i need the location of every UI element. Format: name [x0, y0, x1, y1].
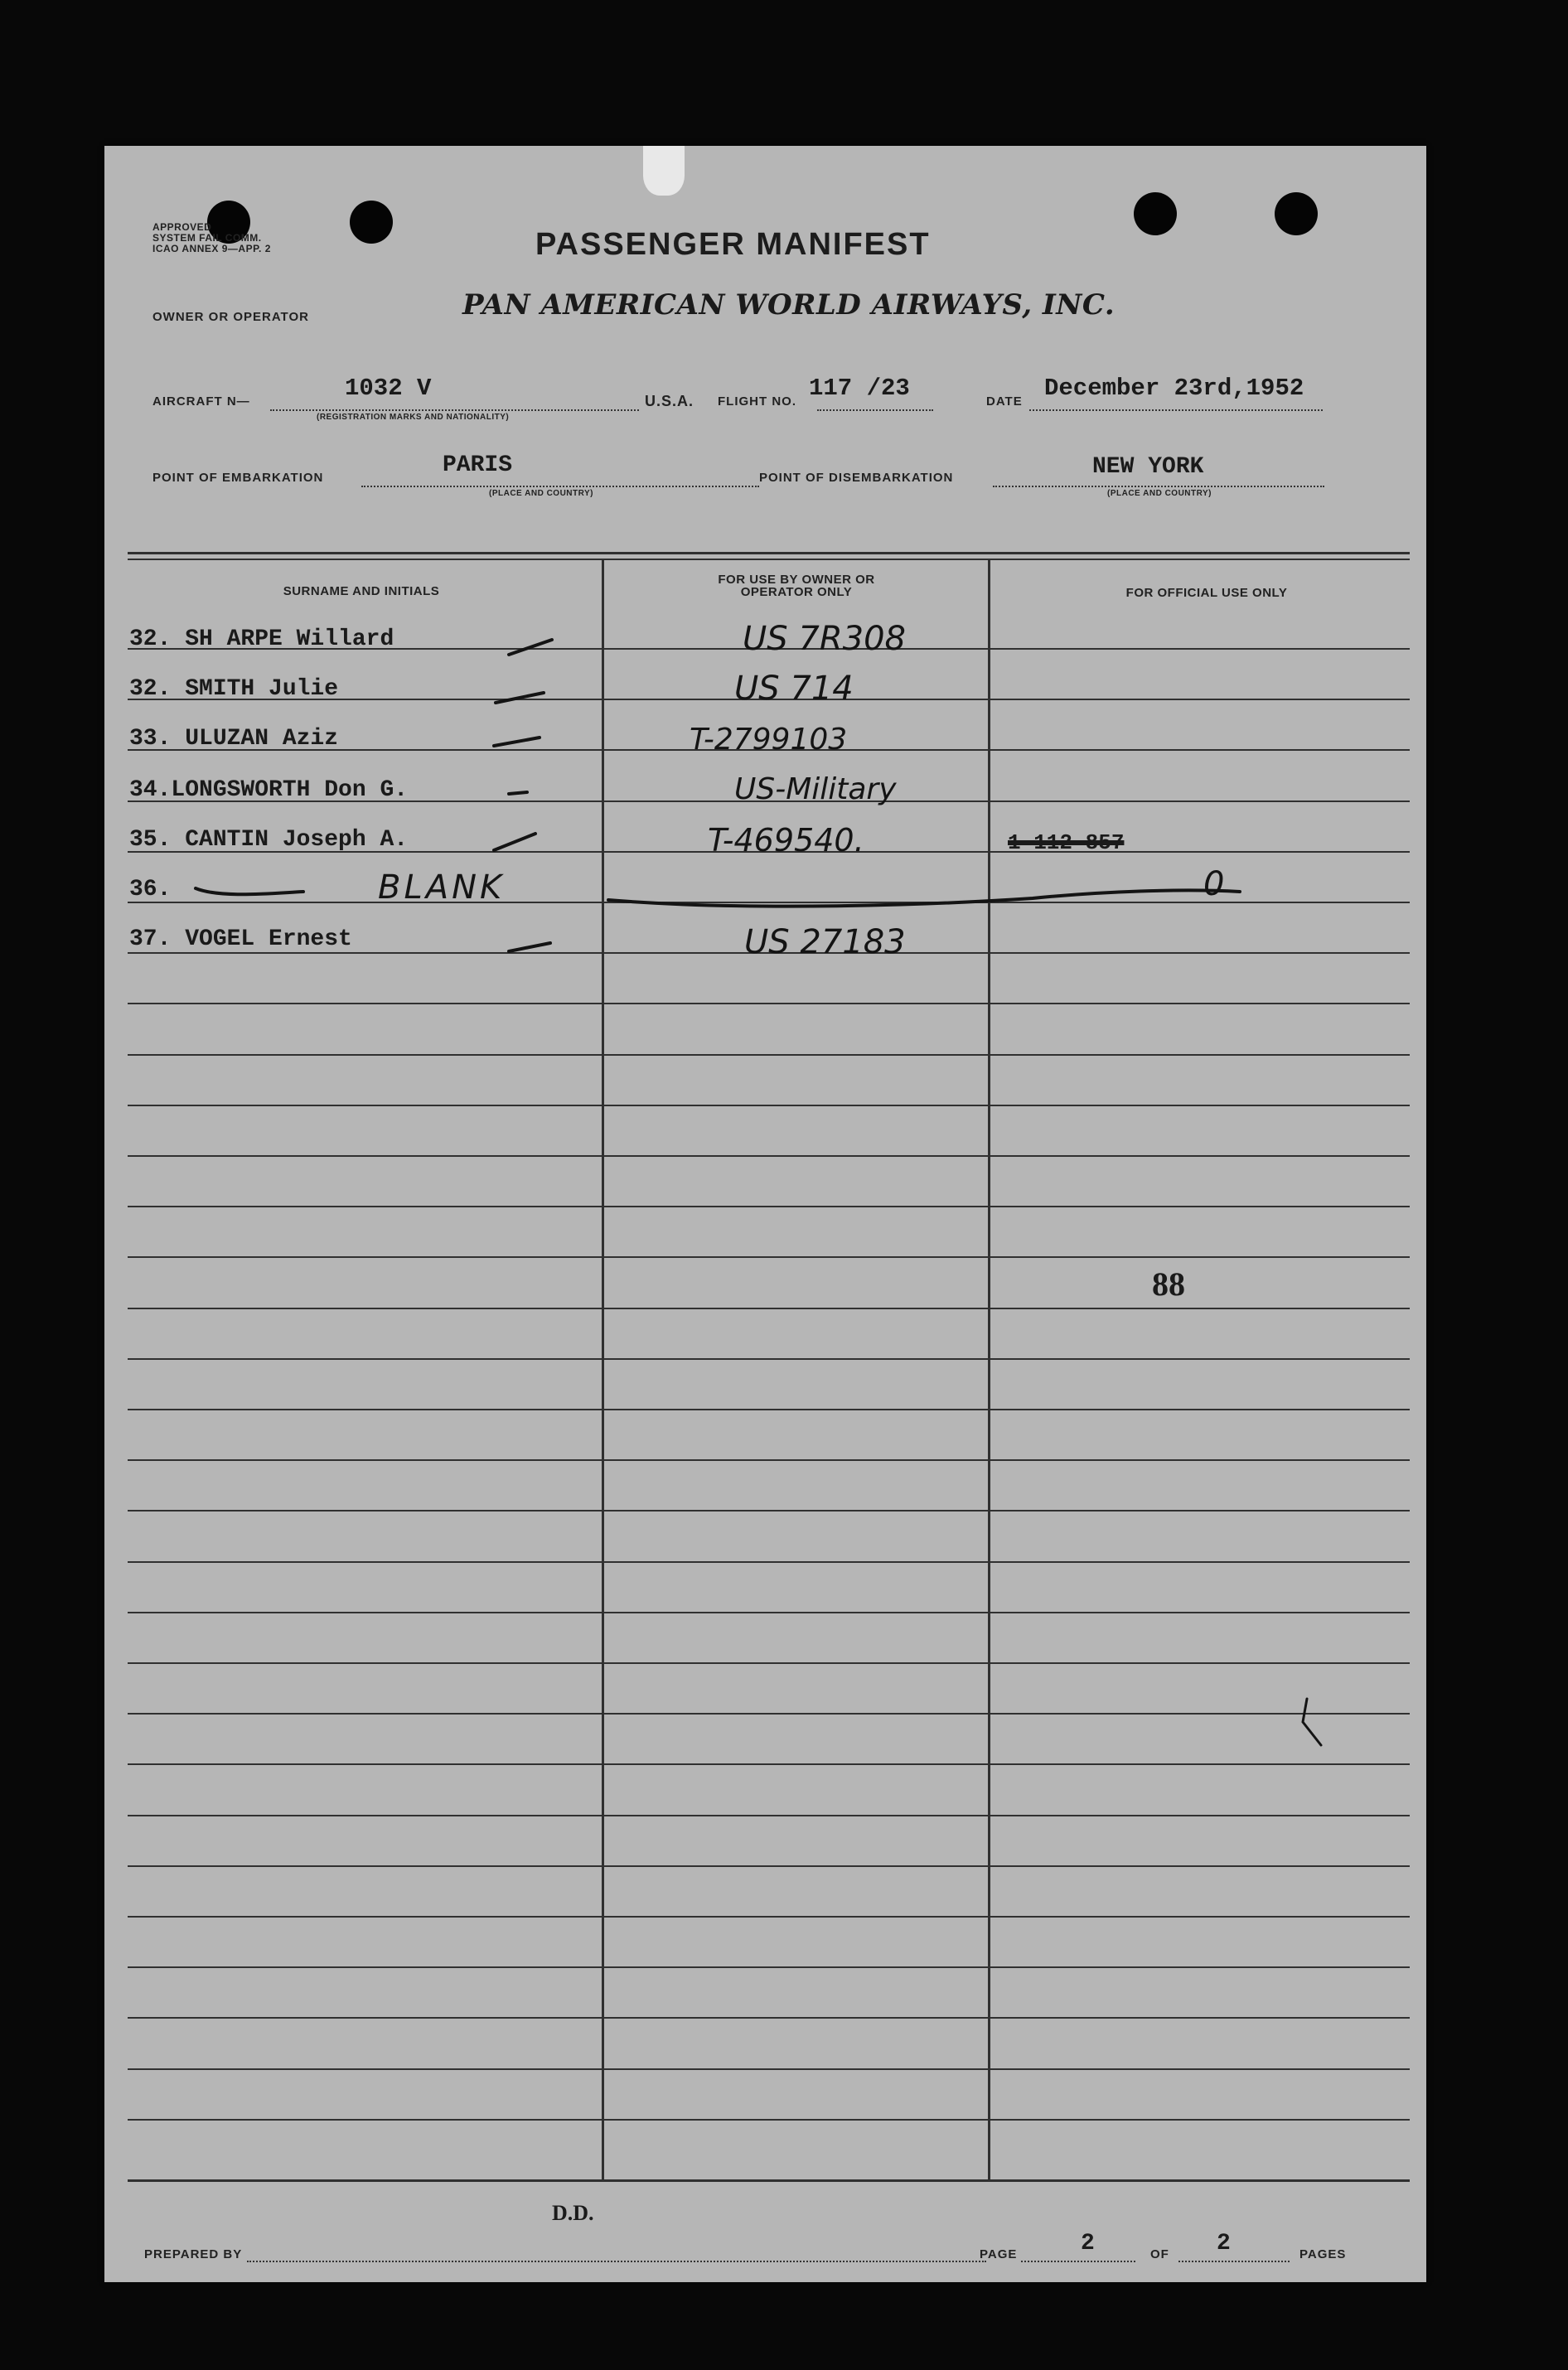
embark-sublabel: (PLACE AND COUNTRY): [489, 489, 593, 498]
disembark-label: POINT OF DISEMBARKATION: [759, 471, 954, 485]
tick-mark: [494, 834, 535, 850]
passenger-name: 36.: [129, 877, 172, 902]
tick-mark: [509, 792, 527, 794]
blank-line-stroke: [196, 888, 303, 894]
passenger-name: 32. SMITH Julie: [129, 676, 339, 702]
operator-name: PAN AMERICAN WORLD AIRWAYS, INC.: [462, 288, 1116, 322]
aircraft-label: AIRCRAFT N—: [152, 394, 250, 409]
approval-line: SYSTEM FAIL COMM.: [152, 232, 262, 244]
operator-entry: T-2799103: [690, 723, 848, 757]
stamp-number: 88: [1152, 1265, 1185, 1303]
pages-label: PAGES: [1299, 2247, 1347, 2261]
flight-label: FLIGHT NO.: [718, 394, 796, 409]
aircraft-value: 1032 V: [345, 375, 432, 402]
disembark-sublabel: (PLACE AND COUNTRY): [1107, 489, 1212, 498]
tick-mark: [509, 640, 552, 655]
prepared-label: PREPARED BY: [144, 2247, 243, 2261]
column-header-operator-text: FOR USE BY OWNER OR OPERATOR ONLY: [718, 573, 875, 599]
tick-mark: [509, 943, 550, 951]
date-label: DATE: [986, 394, 1023, 409]
aircraft-sublabel: (REGISTRATION MARKS AND NATIONALITY): [317, 413, 510, 422]
passenger-name: 35. CANTIN Joseph A.: [129, 827, 409, 853]
operator-entry: US-Military: [734, 772, 897, 806]
form-title: PASSENGER MANIFEST: [535, 227, 931, 262]
operator-entry: US 7R308: [743, 620, 906, 658]
approval-line: ICAO ANNEX 9—APP. 2: [152, 243, 271, 254]
tick-mark: [494, 738, 540, 746]
tick-mark: [496, 693, 544, 703]
operator-entry: US 714: [734, 670, 854, 708]
passenger-name: 34.LONGSWORTH Don G.: [129, 777, 409, 803]
usa-label: U.S.A.: [645, 393, 694, 409]
passenger-name: 37. VOGEL Ernest: [129, 926, 352, 952]
page-label: PAGE: [980, 2247, 1018, 2261]
handwritten-strokes: [104, 146, 1426, 2282]
column-header-official: FOR OFFICIAL USE ONLY: [1125, 586, 1288, 600]
embark-label: POINT OF EMBARKATION: [152, 471, 324, 485]
page-value: 2: [1081, 2231, 1095, 2256]
column-header-surname: SURNAME AND INITIALS: [283, 584, 440, 598]
flight-value: 117 /23: [809, 375, 910, 402]
date-value: December 23rd,1952: [1044, 375, 1304, 402]
operator-entry: US 27183: [744, 923, 906, 961]
blank-note: BLANK: [378, 868, 506, 907]
disembark-value: NEW YORK: [1092, 454, 1204, 480]
approval-line: APPROVED: [152, 221, 212, 233]
passenger-name: 33. ULUZAN Aziz: [129, 726, 339, 752]
official-entry: 0: [1203, 865, 1225, 903]
dd-note: D.D.: [552, 2201, 594, 2225]
tick-mark: [1303, 1699, 1321, 1745]
manifest-sheet: [104, 146, 1426, 2282]
embark-value: PARIS: [443, 452, 513, 478]
of-label: OF: [1150, 2247, 1169, 2261]
official-entry-struck: 1-112-857: [1008, 830, 1125, 855]
of-value: 2: [1217, 2231, 1231, 2256]
operator-label: OWNER OR OPERATOR: [152, 310, 309, 324]
passenger-name: 32. SH ARPE Willard: [129, 626, 394, 652]
operator-entry: T-469540.: [708, 822, 864, 859]
blank-line-stroke: [608, 890, 1240, 906]
